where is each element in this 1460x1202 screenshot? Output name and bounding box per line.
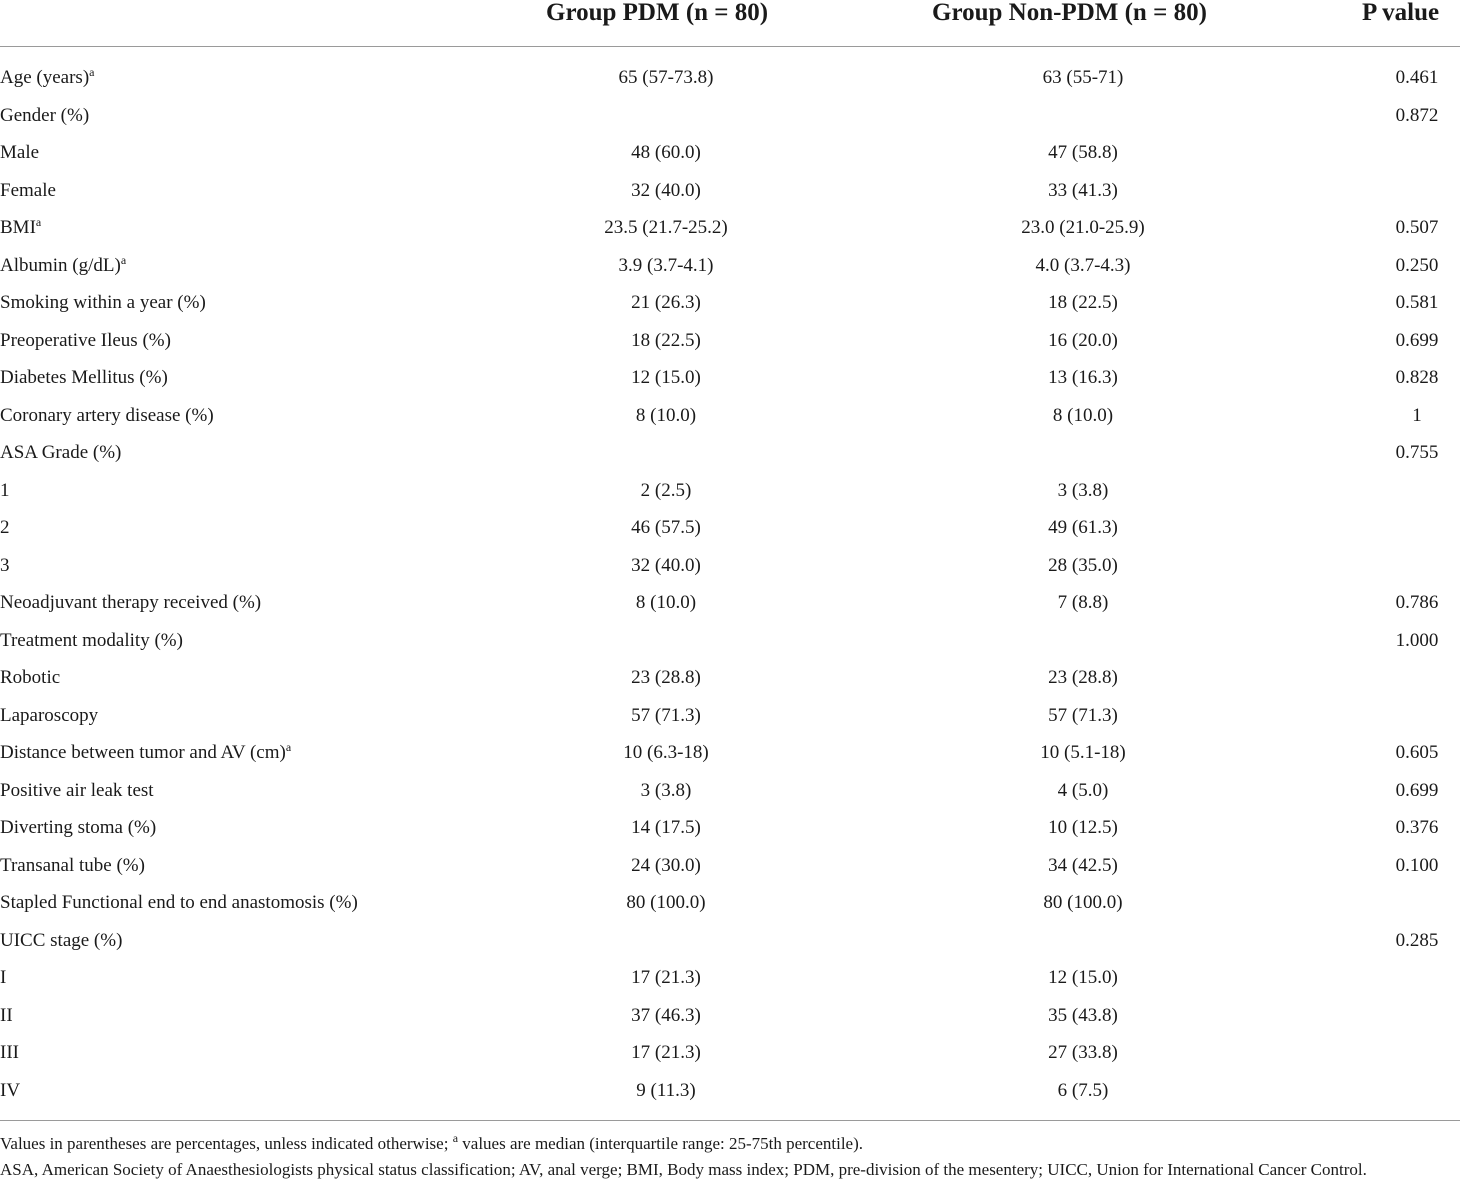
row-label [0, 1034, 19, 1072]
cell-group-non-pdm: 28 (35.0) [1048, 554, 1118, 576]
row-label-superscript: a [35, 215, 42, 229]
cell-group-pdm: 23 (28.8) [631, 667, 701, 688]
row-label-text: IV [0, 1079, 21, 1101]
table-row [0, 284, 1460, 322]
table-row [0, 809, 1460, 847]
cell-group-non-pdm: 4 (5.0) [1057, 779, 1109, 801]
row-label [0, 434, 121, 472]
cell-group-pdm: 32 (40.0) [631, 554, 701, 576]
cell-group-non-pdm: 63 (55-71) [1042, 67, 1124, 88]
cell-group-pdm: 46 (57.5) [631, 517, 701, 538]
cell-group-non-pdm: 7 (8.8) [1057, 592, 1109, 613]
cell-p-value: 0.872 [1395, 104, 1439, 126]
cell-group-pdm: 9 (11.3) [636, 1079, 696, 1101]
table-row [0, 884, 1460, 922]
row-label-text: Gender (%) [0, 104, 90, 126]
row-label [0, 209, 41, 247]
cell-group-non-pdm: 23.0 (21.0-25.9) [1021, 217, 1145, 238]
row-label [0, 472, 10, 510]
cell-group-non-pdm: 35 (43.8) [1048, 1004, 1118, 1026]
table-row [0, 172, 1460, 210]
cell-group-pdm [523, 97, 809, 135]
row-label-text: I [0, 967, 7, 988]
row-label [0, 622, 183, 660]
cell-p-value [1376, 659, 1458, 697]
row-label [0, 359, 168, 397]
cell-p-value: 1 [1412, 404, 1422, 426]
cell-p-value [1376, 884, 1458, 922]
table-row [0, 772, 1460, 810]
footnote-values-text: Values in parentheses are percentages, unless indicated otherwise; [0, 1134, 453, 1153]
row-label-text: Preoperative Ileus (%) [0, 329, 171, 351]
table-row [0, 134, 1460, 172]
table-row [0, 1034, 1460, 1072]
row-label [0, 584, 261, 622]
table-row [0, 397, 1460, 435]
footnote-superscript: a [452, 1131, 459, 1145]
cell-p-value [1376, 997, 1458, 1035]
cell-p-value: 0.828 [1395, 367, 1439, 388]
cell-group-pdm: 8 (10.0) [635, 404, 697, 426]
row-label-text: Diverting stoma (%) [0, 817, 157, 838]
cell-group-non-pdm: 10 (5.1-18) [1040, 742, 1126, 763]
row-label [0, 922, 122, 960]
cell-group-pdm: 18 (22.5) [631, 329, 701, 351]
row-label-superscript: a [120, 252, 127, 267]
cell-p-value: 0.100 [1395, 854, 1439, 876]
cell-group-non-pdm: 27 (33.8) [1048, 1042, 1118, 1063]
cell-p-value [1376, 1034, 1458, 1072]
cell-p-value: 0.461 [1395, 67, 1439, 88]
row-label [0, 509, 10, 547]
table-row [0, 547, 1460, 585]
table-row [0, 959, 1460, 997]
cell-p-value [1376, 1072, 1458, 1110]
cell-p-value [1376, 509, 1458, 547]
cell-p-value: 0.507 [1395, 217, 1439, 238]
cell-group-pdm: 24 (30.0) [631, 854, 701, 876]
row-label-text: II [0, 1004, 13, 1026]
cell-group-non-pdm [940, 434, 1226, 472]
row-label [0, 97, 89, 135]
row-label-superscript: a [285, 740, 292, 754]
row-label [0, 547, 10, 585]
row-label [0, 847, 145, 885]
cell-group-non-pdm: 33 (41.3) [1048, 179, 1118, 201]
cell-group-non-pdm: 49 (61.3) [1048, 517, 1118, 538]
table-row [0, 922, 1460, 960]
row-label-text: Male [0, 142, 40, 163]
row-label-text: UICC stage (%) [0, 929, 123, 951]
cell-group-non-pdm: 23 (28.8) [1048, 667, 1118, 688]
cell-p-value: 0.755 [1395, 442, 1439, 463]
cell-group-pdm: 23.5 (21.7-25.2) [604, 217, 728, 238]
row-label [0, 959, 6, 997]
cell-p-value [1376, 472, 1458, 510]
cell-p-value [1376, 959, 1458, 997]
row-label [0, 134, 39, 172]
footnote-abbreviations: ASA, American Society of Anaesthesiologists physical status classification; AV, anal verge; BMI, Body mass index; PDM, pre-division of the mesentery; UICC, Union for International Cancer Control. [0, 1160, 1367, 1179]
cell-group-non-pdm: 34 (42.5) [1048, 854, 1118, 876]
row-label-text: Robotic [0, 667, 61, 688]
row-label-text: Albumin (g/dL) [0, 254, 121, 276]
cell-group-non-pdm [940, 922, 1226, 960]
row-label-text: 3 [0, 554, 10, 576]
row-label [0, 397, 214, 435]
row-label-text: Female [0, 179, 56, 201]
cell-group-non-pdm: 6 (7.5) [1057, 1079, 1109, 1101]
cell-group-non-pdm: 8 (10.0) [1052, 404, 1114, 426]
cell-p-value: 0.786 [1395, 592, 1439, 613]
table-row [0, 697, 1460, 735]
row-label [0, 59, 94, 97]
cell-group-pdm: 48 (60.0) [631, 142, 701, 163]
table-row [0, 322, 1460, 360]
cell-group-pdm [523, 434, 809, 472]
cell-group-non-pdm: 57 (71.3) [1048, 704, 1118, 726]
cell-group-non-pdm: 4.0 (3.7-4.3) [1035, 254, 1131, 276]
row-label-text: Transanal tube (%) [0, 854, 145, 876]
cell-group-pdm: 12 (15.0) [631, 367, 701, 388]
cell-group-non-pdm [940, 97, 1226, 135]
row-label [0, 884, 358, 922]
cell-group-non-pdm: 13 (16.3) [1048, 367, 1118, 388]
cell-p-value: 0.376 [1395, 817, 1439, 838]
table-row [0, 247, 1460, 285]
cell-group-pdm [523, 622, 809, 660]
cell-p-value: 0.250 [1395, 254, 1439, 276]
cell-group-pdm: 32 (40.0) [631, 179, 701, 201]
footnote-median-text: values are median (interquartile range: 25-75th percentile). [458, 1134, 864, 1153]
cell-p-value [1376, 697, 1458, 735]
cell-p-value: 1.000 [1395, 629, 1439, 651]
cell-group-non-pdm: 12 (15.0) [1048, 967, 1118, 988]
cell-p-value: 0.285 [1395, 929, 1439, 951]
cell-group-non-pdm: 80 (100.0) [1043, 892, 1123, 913]
cell-p-value: 0.605 [1395, 742, 1439, 763]
header-p-value: P value [1362, 0, 1440, 26]
cell-group-pdm: 17 (21.3) [631, 967, 701, 988]
table-row [0, 1072, 1460, 1110]
cell-group-pdm: 8 (10.0) [635, 592, 697, 613]
cell-group-non-pdm: 3 (3.8) [1057, 479, 1109, 501]
table-row [0, 359, 1460, 397]
table-row [0, 97, 1460, 135]
table-row [0, 434, 1460, 472]
cell-group-non-pdm: 10 (12.5) [1048, 817, 1118, 838]
table-row [0, 59, 1460, 97]
table-header-row [0, 0, 1460, 47]
cell-p-value [1376, 172, 1458, 210]
row-label-text: Coronary artery disease (%) [0, 404, 214, 426]
row-label-text: Neoadjuvant therapy received (%) [0, 592, 262, 613]
row-label-text: Stapled Functional end to end anastomosis (%) [0, 892, 358, 913]
cell-group-pdm: 3 (3.8) [640, 779, 692, 801]
header-group-pdm: Group PDM (n = 80) [546, 0, 769, 26]
cell-group-pdm: 2 (2.5) [640, 479, 692, 501]
table-body [0, 59, 1460, 1109]
footnote-values [0, 1131, 1460, 1157]
cell-group-pdm: 37 (46.3) [631, 1004, 701, 1026]
table-row [0, 209, 1460, 247]
cell-group-non-pdm: 18 (22.5) [1048, 292, 1118, 313]
row-label [0, 322, 171, 360]
cell-group-non-pdm: 47 (58.8) [1048, 142, 1118, 163]
cell-group-pdm [523, 922, 809, 960]
table-row [0, 659, 1460, 697]
cell-group-pdm: 57 (71.3) [631, 704, 701, 726]
table-footnotes [0, 1120, 1460, 1183]
table-row [0, 584, 1460, 622]
table-row [0, 734, 1460, 772]
cell-group-pdm: 17 (21.3) [631, 1042, 701, 1063]
row-label-text: 2 [0, 517, 10, 538]
row-label [0, 1072, 20, 1110]
cell-p-value: 0.699 [1395, 779, 1439, 801]
table-row [0, 472, 1460, 510]
cell-group-non-pdm [940, 622, 1226, 660]
row-label-text: Distance between tumor and AV (cm) [0, 742, 286, 763]
cell-p-value: 0.699 [1395, 329, 1439, 351]
row-label-text: Positive air leak test [0, 779, 154, 801]
cell-group-pdm: 3.9 (3.7-4.1) [618, 254, 714, 276]
cell-p-value [1376, 134, 1458, 172]
cell-group-non-pdm: 16 (20.0) [1048, 329, 1118, 351]
row-label [0, 772, 154, 810]
cell-group-pdm: 65 (57-73.8) [618, 67, 714, 88]
row-label-text: Smoking within a year (%) [0, 292, 206, 313]
cell-p-value [1376, 547, 1458, 585]
row-label-text: Diabetes Mellitus (%) [0, 367, 168, 388]
table-row [0, 997, 1460, 1035]
cell-group-pdm: 10 (6.3-18) [623, 742, 709, 763]
row-label [0, 997, 13, 1035]
header-group-non-pdm: Group Non-PDM (n = 80) [932, 0, 1207, 26]
row-label [0, 284, 206, 322]
row-label-text: Laparoscopy [0, 704, 99, 726]
row-label [0, 697, 98, 735]
cell-group-pdm: 80 (100.0) [626, 892, 706, 913]
row-label-text: Age (years) [0, 67, 90, 88]
row-label-text: III [0, 1042, 19, 1063]
cell-group-pdm: 21 (26.3) [631, 292, 701, 313]
row-label-text: Treatment modality (%) [0, 629, 183, 651]
row-label [0, 809, 156, 847]
row-label-text: 1 [0, 479, 10, 501]
table-row [0, 622, 1460, 660]
row-label [0, 172, 56, 210]
row-label-text: ASA Grade (%) [0, 442, 122, 463]
row-label [0, 247, 126, 285]
table-row [0, 847, 1460, 885]
row-label-text: BMI [0, 217, 36, 238]
row-label [0, 734, 291, 772]
row-label [0, 659, 60, 697]
cell-p-value: 0.581 [1395, 292, 1439, 313]
row-label-superscript: a [89, 65, 95, 79]
table-row [0, 509, 1460, 547]
cell-group-pdm: 14 (17.5) [631, 817, 701, 838]
